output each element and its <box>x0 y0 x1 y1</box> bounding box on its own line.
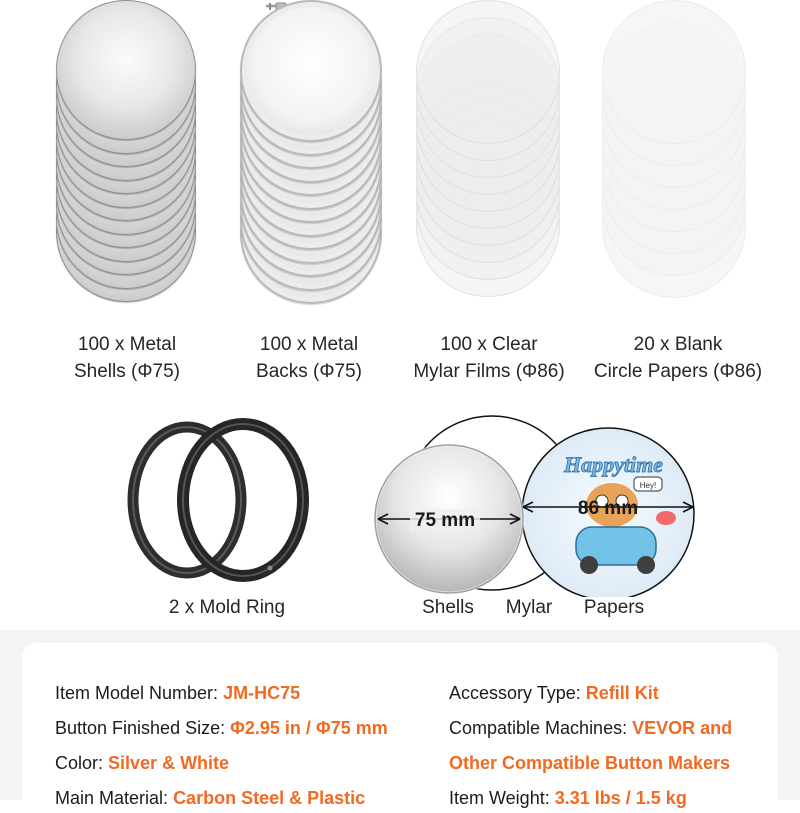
spec-label: Compatible Machines: <box>449 718 628 738</box>
spec-label: Main Material: <box>55 788 169 808</box>
papers-dimension: 86 mm <box>577 498 639 519</box>
spec-compatible <box>449 716 732 740</box>
spec-label: Accessory Type: <box>449 683 581 703</box>
paper-disc <box>602 0 746 144</box>
metal-backs-stack <box>240 0 382 310</box>
spec-accessory <box>449 681 659 705</box>
spec-weight <box>449 786 687 810</box>
spec-label: Color: <box>55 753 104 773</box>
artwork-title: Happytime <box>564 452 663 477</box>
spec-model <box>55 681 300 705</box>
spec-value: Silver & White <box>108 753 230 773</box>
caption-line: 20 x Blank <box>633 334 723 355</box>
size-diagram <box>366 415 702 597</box>
caption-line: 100 x Metal <box>259 334 359 355</box>
item-caption-circle-papers <box>578 331 778 385</box>
spec-label: Item Model Number: <box>55 683 219 703</box>
caption-line: Mylar Films (Φ86) <box>413 361 565 382</box>
spec-value: Refill Kit <box>585 683 659 703</box>
caption-line: 100 x Metal <box>77 334 177 355</box>
metal-shells-stack <box>56 0 198 310</box>
spec-size <box>55 716 388 740</box>
spec-label: Button Finished Size: <box>55 718 226 738</box>
spec-value: JM-HC75 <box>223 683 301 703</box>
back-disc <box>240 0 382 142</box>
item-caption-metal-shells <box>27 331 227 385</box>
item-caption-metal-backs <box>209 331 409 385</box>
speech-bubble-text: Hey! <box>639 481 657 490</box>
caption-line: Shells (Φ75) <box>74 361 180 382</box>
film-disc <box>416 0 560 144</box>
spec-label: Item Weight: <box>449 788 550 808</box>
shells-dimension: 75 mm <box>414 510 476 531</box>
circle-papers-stack <box>602 0 744 310</box>
spec-value: VEVOR and <box>632 718 733 738</box>
shells-label: Shells <box>422 597 474 618</box>
spec-value: Other Compatible Button Makers <box>449 753 731 773</box>
mylar-label: Mylar <box>505 597 553 618</box>
spec-compatible-cont <box>449 751 730 775</box>
caption-line: 100 x Clear <box>440 334 538 355</box>
mold-ring-label: 2 x Mold Ring <box>168 597 286 618</box>
mold-ring-image <box>125 418 315 586</box>
metal-disc <box>56 0 196 140</box>
spec-value: Φ2.95 in / Φ75 mm <box>230 718 388 738</box>
spec-card <box>22 643 778 813</box>
spec-value: Carbon Steel & Plastic <box>173 788 366 808</box>
spec-color <box>55 751 229 775</box>
spec-value: 3.31 lbs / 1.5 kg <box>554 788 687 808</box>
spec-material <box>55 786 365 810</box>
caption-line: Backs (Φ75) <box>256 361 362 382</box>
papers-label: Papers <box>583 597 645 618</box>
item-caption-mylar-films <box>389 331 589 385</box>
caption-line: Circle Papers (Φ86) <box>593 361 763 382</box>
mylar-films-stack <box>416 0 558 310</box>
